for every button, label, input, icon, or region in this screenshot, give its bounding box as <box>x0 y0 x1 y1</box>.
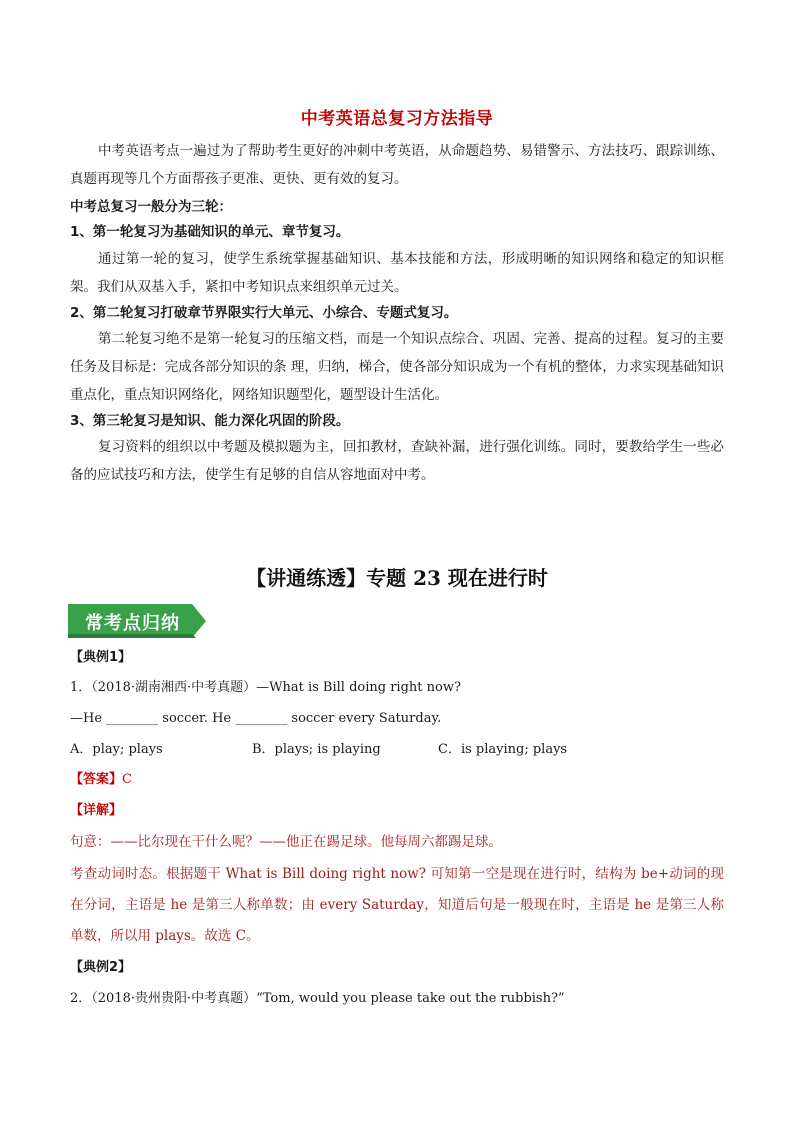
section-banner <box>68 604 206 638</box>
rounds-heading: 中考总复习一般分为三轮： <box>70 199 232 215</box>
round3-heading: 3、第三轮复习是知识、能力深化巩固的阶段。 <box>70 413 350 429</box>
example1-label: 【典例1】 <box>70 650 132 665</box>
answer-label: 【答案】 <box>70 772 123 787</box>
guide-intro: 中考英语考点一遍过为了帮助考生更好的冲刺中考英语，从命题趋势、易错警示、方法技巧、跟踪训练、真题再现等几个方面帮孩子更准、更快、更有效的复习。 <box>70 143 724 187</box>
example1-question: 1．（2018·湖南湘西·中考真题）—What is Bill doing right now? <box>70 680 461 695</box>
option-b: B．plays; is playing <box>252 742 381 757</box>
example1-answer <box>70 770 730 790</box>
banner-label: 常考点归纳 <box>85 613 180 634</box>
example2-label: 【典例2】 <box>70 960 132 975</box>
round1-text: 通过第一轮的复习，使学生系统掌握基础知识、基本技能和方法，形成明晰的知识网络和稳定的知识框架。我们从双基入手，紧扣中考知识点来组织单元过关。 <box>70 251 724 295</box>
option-c: C．is playing; plays <box>438 742 568 757</box>
detail-label: 【详解】 <box>70 803 123 818</box>
round1-heading: 1、第一轮复习为基础知识的单元、章节复习。 <box>70 224 350 240</box>
example1-options <box>70 740 730 760</box>
example2-question: 2．（2018·贵州贵阳·中考真题）“Tom, would you please take out the rubbish?” <box>70 991 565 1006</box>
topic-title: 【讲通练透】专题 23 现在进行时 <box>246 566 548 590</box>
example1-meaning: 句意：——比尔现在干什么呢？——他正在踢足球。他每周六都踢足球。 <box>70 834 502 850</box>
guide-title: 中考英语总复习方法指导 <box>300 109 494 129</box>
example1-line2: —He ________ soccer. He ________ soccer every Saturday. <box>70 711 442 726</box>
round2-text: 第二轮复习绝不是第一轮复习的压缩文档，而是一个知识点综合、巩固、完善、提高的过程。复习的主要任务及目标是：完成各部分知识的条 理，归纳，梯合，使各部分知识成为一个有机的整体，力求实现基础知识重点化，重点知识网络化，网络知识题型化，题型设计生活化。 <box>70 331 724 403</box>
round3-text: 复习资料的组织以中考题及模拟题为主，回扣教材，查缺补漏，进行强化训练。同时，要教给学生一些必备的应试技巧和方法，使学生有足够的自信从容地面对中考。 <box>70 439 724 483</box>
example1-analysis: 考查动词时态。根据题干 What is Bill doing right now? 可知第一空是现在进行时，结构为 be+动词的现在分词，主语是 he 是第三人称单数；由 every Saturday，知道后句是一般现在时，主语是 he 是第三人称单数，所以用 plays。故选 C。 <box>70 866 724 944</box>
option-a: A．play; plays <box>70 742 163 757</box>
answer-value: C <box>122 772 132 787</box>
round2-heading: 2、第二轮复习打破章节界限实行大单元、小综合、专题式复习。 <box>70 305 458 321</box>
